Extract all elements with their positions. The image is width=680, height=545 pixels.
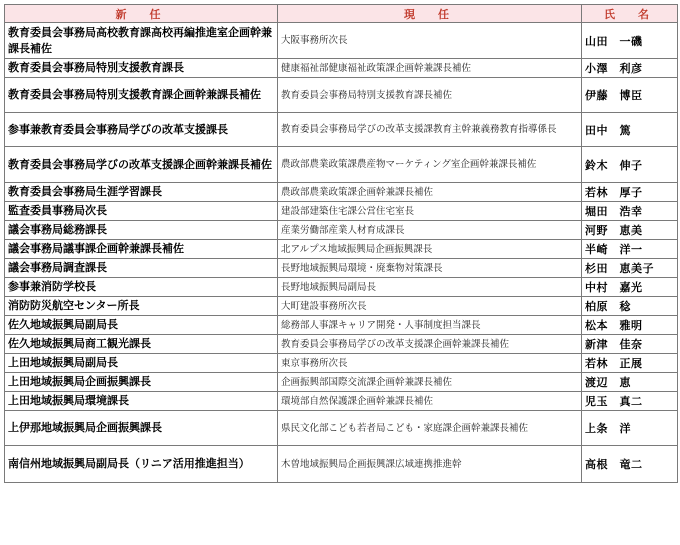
table-row — [5, 354, 678, 373]
table-row — [5, 259, 678, 278]
table-row — [5, 221, 678, 240]
new-post-cell: 議会事務局議事課企画幹兼課長補佐 — [5, 240, 278, 259]
new-post-cell: 上田地域振興局副局長 — [5, 354, 278, 373]
table-row — [5, 113, 678, 147]
name-cell: 松本 雅明 — [582, 316, 678, 335]
name-cell: 中村 嘉光 — [582, 278, 678, 297]
name-cell: 堀田 浩幸 — [582, 202, 678, 221]
table-row — [5, 183, 678, 202]
name-cell: 鈴木 伸子 — [582, 147, 678, 183]
current-post-cell: 長野地域振興局環境・廃棄物対策課長 — [278, 259, 582, 278]
new-post-cell: 教育委員会事務局生涯学習課長 — [5, 183, 278, 202]
current-post-cell: 北アルプス地域振興局企画振興課長 — [278, 240, 582, 259]
name-cell: 田中 篤 — [582, 113, 678, 147]
current-post-cell: 建設部建築住宅課公営住宅室長 — [278, 202, 582, 221]
name-cell: 児玉 真二 — [582, 392, 678, 411]
new-post-cell: 消防防災航空センター所長 — [5, 297, 278, 316]
name-cell: 柏原 稔 — [582, 297, 678, 316]
new-post-cell: 監査委員事務局次長 — [5, 202, 278, 221]
current-post-cell: 木曽地域振興局企画振興課広域連携推進幹 — [278, 446, 582, 483]
new-post-cell: 教育委員会事務局特別支援教育課企画幹兼課長補佐 — [5, 78, 278, 113]
name-cell: 伊藤 博臣 — [582, 78, 678, 113]
current-post-cell: 健康福祉部健康福祉政策課企画幹兼課長補佐 — [278, 59, 582, 78]
name-cell: 新津 佳奈 — [582, 335, 678, 354]
table-row — [5, 240, 678, 259]
new-post-cell: 議会事務局調査課長 — [5, 259, 278, 278]
name-cell: 若林 正展 — [582, 354, 678, 373]
new-post-cell: 参事兼消防学校長 — [5, 278, 278, 297]
table-row — [5, 23, 678, 59]
name-cell: 若林 厚子 — [582, 183, 678, 202]
current-post-cell: 教育委員会事務局特別支援教育課長補佐 — [278, 78, 582, 113]
new-post-cell: 教育委員会事務局学びの改革支援課企画幹兼課長補佐 — [5, 147, 278, 183]
table-row — [5, 147, 678, 183]
name-cell: 河野 恵美 — [582, 221, 678, 240]
name-cell: 高根 竜二 — [582, 446, 678, 483]
table-row — [5, 373, 678, 392]
table-row — [5, 78, 678, 113]
table-row — [5, 392, 678, 411]
table-row — [5, 335, 678, 354]
current-post-cell: 産業労働部産業人材育成課長 — [278, 221, 582, 240]
table-row — [5, 278, 678, 297]
new-post-cell: 佐久地域振興局副局長 — [5, 316, 278, 335]
table-body — [5, 23, 678, 483]
table-row — [5, 316, 678, 335]
new-post-cell: 南信州地域振興局副局長（リニア活用推進担当） — [5, 446, 278, 483]
table-row — [5, 446, 678, 483]
table-row — [5, 297, 678, 316]
new-post-cell: 教育委員会事務局特別支援教育課長 — [5, 59, 278, 78]
table-row — [5, 202, 678, 221]
new-post-cell: 上田地域振興局環境課長 — [5, 392, 278, 411]
name-cell: 小澤 利彦 — [582, 59, 678, 78]
name-cell: 杉田 恵美子 — [582, 259, 678, 278]
name-cell: 上条 洋 — [582, 411, 678, 446]
current-post-cell: 農政部農業政策課企画幹兼課長補佐 — [278, 183, 582, 202]
current-post-cell: 教育委員会事務局学びの改革支援課教育主幹兼義務教育指導係長 — [278, 113, 582, 147]
current-post-cell: 東京事務所次長 — [278, 354, 582, 373]
header-name: 氏 名 — [582, 5, 678, 23]
new-post-cell: 教育委員会事務局高校教育課高校再編推進室企画幹兼課長補佐 — [5, 23, 278, 59]
personnel-table — [4, 4, 678, 483]
header-new-post: 新 任 — [5, 5, 278, 23]
name-cell: 半崎 洋一 — [582, 240, 678, 259]
current-post-cell: 環境部自然保護課企画幹兼課長補佐 — [278, 392, 582, 411]
new-post-cell: 参事兼教育委員会事務局学びの改革支援課長 — [5, 113, 278, 147]
current-post-cell: 教育委員会事務局学びの改革支援課企画幹兼課長補佐 — [278, 335, 582, 354]
table-row — [5, 59, 678, 78]
current-post-cell: 県民文化部こども若者局こども・家庭課企画幹兼課長補佐 — [278, 411, 582, 446]
current-post-cell: 長野地域振興局副局長 — [278, 278, 582, 297]
name-cell: 渡辺 恵 — [582, 373, 678, 392]
new-post-cell: 議会事務局総務課長 — [5, 221, 278, 240]
name-cell: 山田 一磯 — [582, 23, 678, 59]
new-post-cell: 上田地域振興局企画振興課長 — [5, 373, 278, 392]
current-post-cell: 企画振興部国際交流課企画幹兼課長補佐 — [278, 373, 582, 392]
table-row — [5, 411, 678, 446]
header-row — [5, 5, 678, 23]
current-post-cell: 農政部農業政策課農産物マーケティング室企画幹兼課長補佐 — [278, 147, 582, 183]
header-current-post: 現 任 — [278, 5, 582, 23]
personnel-table-container — [4, 4, 678, 483]
current-post-cell: 大町建設事務所次長 — [278, 297, 582, 316]
current-post-cell: 総務部人事課キャリア開発・人事制度担当課長 — [278, 316, 582, 335]
new-post-cell: 佐久地域振興局商工観光課長 — [5, 335, 278, 354]
current-post-cell: 大阪事務所次長 — [278, 23, 582, 59]
new-post-cell: 上伊那地域振興局企画振興課長 — [5, 411, 278, 446]
